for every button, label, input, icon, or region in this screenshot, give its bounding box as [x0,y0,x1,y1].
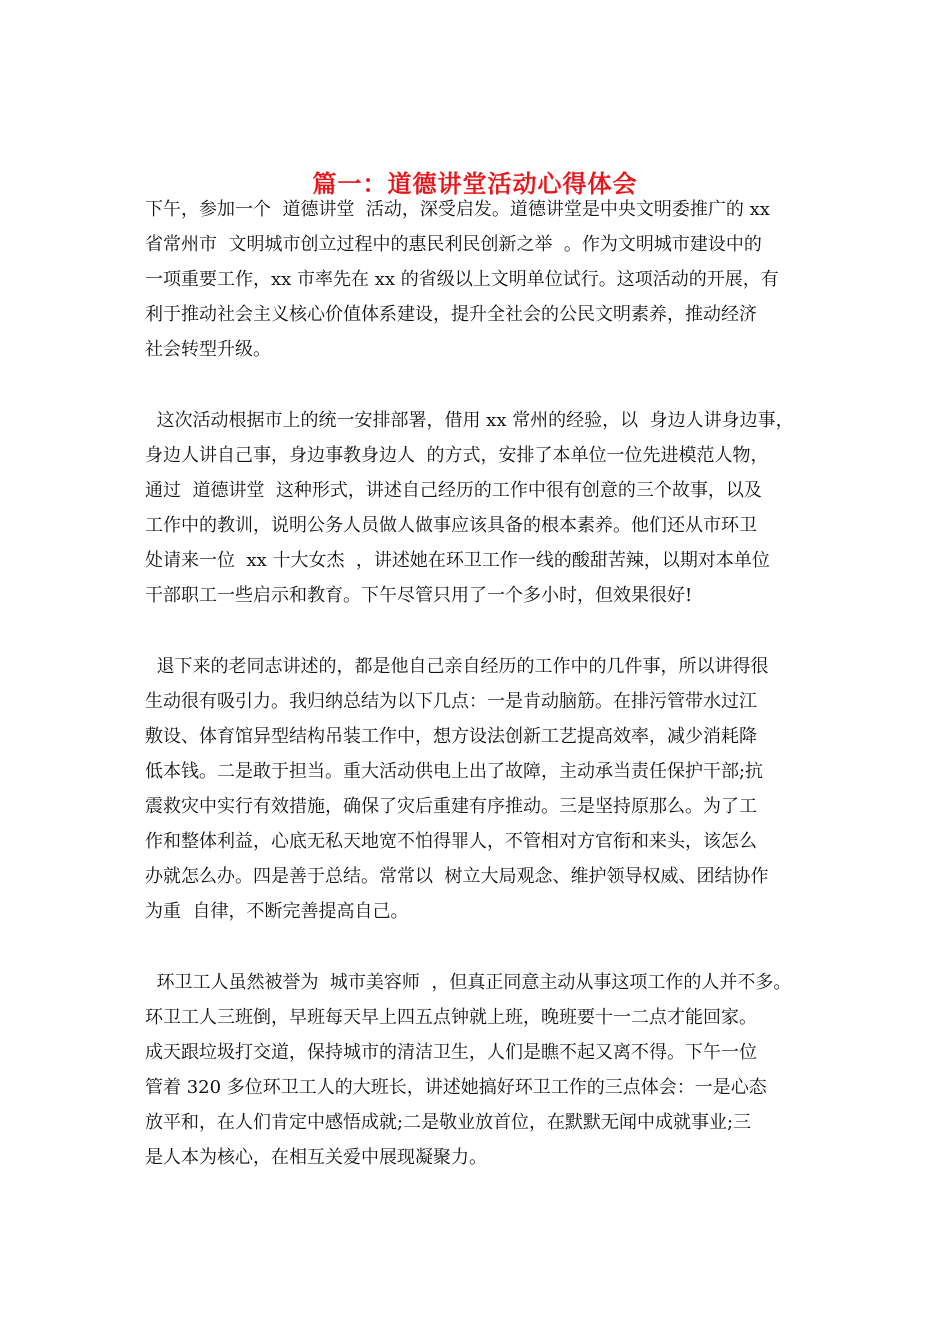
text-line: 身边人讲自己事，身边事教身边人 的方式，安排了本单位一位先进模范人物， [145,445,769,466]
paragraph [145,192,835,367]
text-line: 通过 道德讲堂 这种形式，讲述自己经历的工作中很有创意的三个故事，以及 [145,480,762,501]
text-line: 省常州市 文明城市创立过程中的惠民利民创新之举 。作为文明城市建设中的 [145,234,762,255]
paragraph [145,965,835,1175]
document-title: 篇一：道德讲堂活动心得体会 [312,169,638,199]
text-line: 办就怎么办。四是善于总结。常常以 树立大局观念、维护领导权威、团结协作 [145,866,769,887]
text-line: 退下来的老同志讲述的，都是他自己亲自经历的工作中的几件事，所以讲得很 [145,656,769,677]
text-line: 环卫工人虽然被誉为 城市美容师 ，但真正同意主动从事这项工作的人并不多。 [145,972,792,993]
text-line: 这次活动根据市上的统一安排部署，借用 xx 常州的经验，以 身边人讲身边事， [145,410,794,431]
text-line: 生动很有吸引力。我归纳总结为以下几点：一是肯动脑筋。在排污管带水过江 [145,691,757,712]
text-line: 作和整体利益，心底无私天地宽不怕得罪人，不管相对方官衔和来头，该怎么 [145,831,757,852]
text-line: 一项重要工作，xx 市率先在 xx 的省级以上文明单位试行。这项活动的开展，有 [145,269,779,290]
text-line: 放平和，在人们肯定中感悟成就;二是敬业放首位，在默默无闻中成就事业;三 [145,1112,752,1133]
paragraph [145,403,835,613]
text-line: 震救灾中实行有效措施，确保了灾后重建有序推动。三是坚持原那么。为了工 [145,796,757,817]
text-line: 低本钱。二是敢于担当。重大活动供电上出了故障，主动承当责任保护干部;抗 [145,761,764,782]
text-line: 成天跟垃圾打交道，保持城市的清洁卫生，人们是瞧不起又离不得。下午一位 [145,1042,757,1063]
text-line: 社会转型升级。 [145,339,271,360]
text-line: 敷设、体育馆异型结构吊装工作中，想方设法创新工艺提高效率，减少消耗降 [145,726,757,747]
text-line: 干部职工一些启示和教育。下午尽管只用了一个多小时，但效果很好! [145,585,693,606]
document-body [145,192,835,1211]
text-line: 管着 320 多位环卫工人的大班长，讲述她搞好环卫工作的三点体会：一是心态 [145,1077,767,1098]
text-line: 环卫工人三班倒，早班每天早上四五点钟就上班，晚班要十一二点才能回家。 [145,1007,757,1028]
paragraph [145,649,835,929]
text-line: 下午，参加一个 道德讲堂 活动，深受启发。道德讲堂是中央文明委推广的 xx [145,199,770,220]
text-line: 处请来一位 xx 十大女杰 ，讲述她在环卫工作一线的酸甜苦辣，以期对本单位 [145,550,770,571]
text-line: 为重 自律，不断完善提高自己。 [145,901,409,922]
text-line: 是人本为核心，在相互关爱中展现凝聚力。 [145,1147,487,1168]
text-line: 利于推动社会主义核心价值体系建设，提升全社会的公民文明素养，推动经济 [145,304,757,325]
text-line: 工作中的教训，说明公务人员做人做事应该具备的根本素养。他们还从市环卫 [145,515,757,536]
